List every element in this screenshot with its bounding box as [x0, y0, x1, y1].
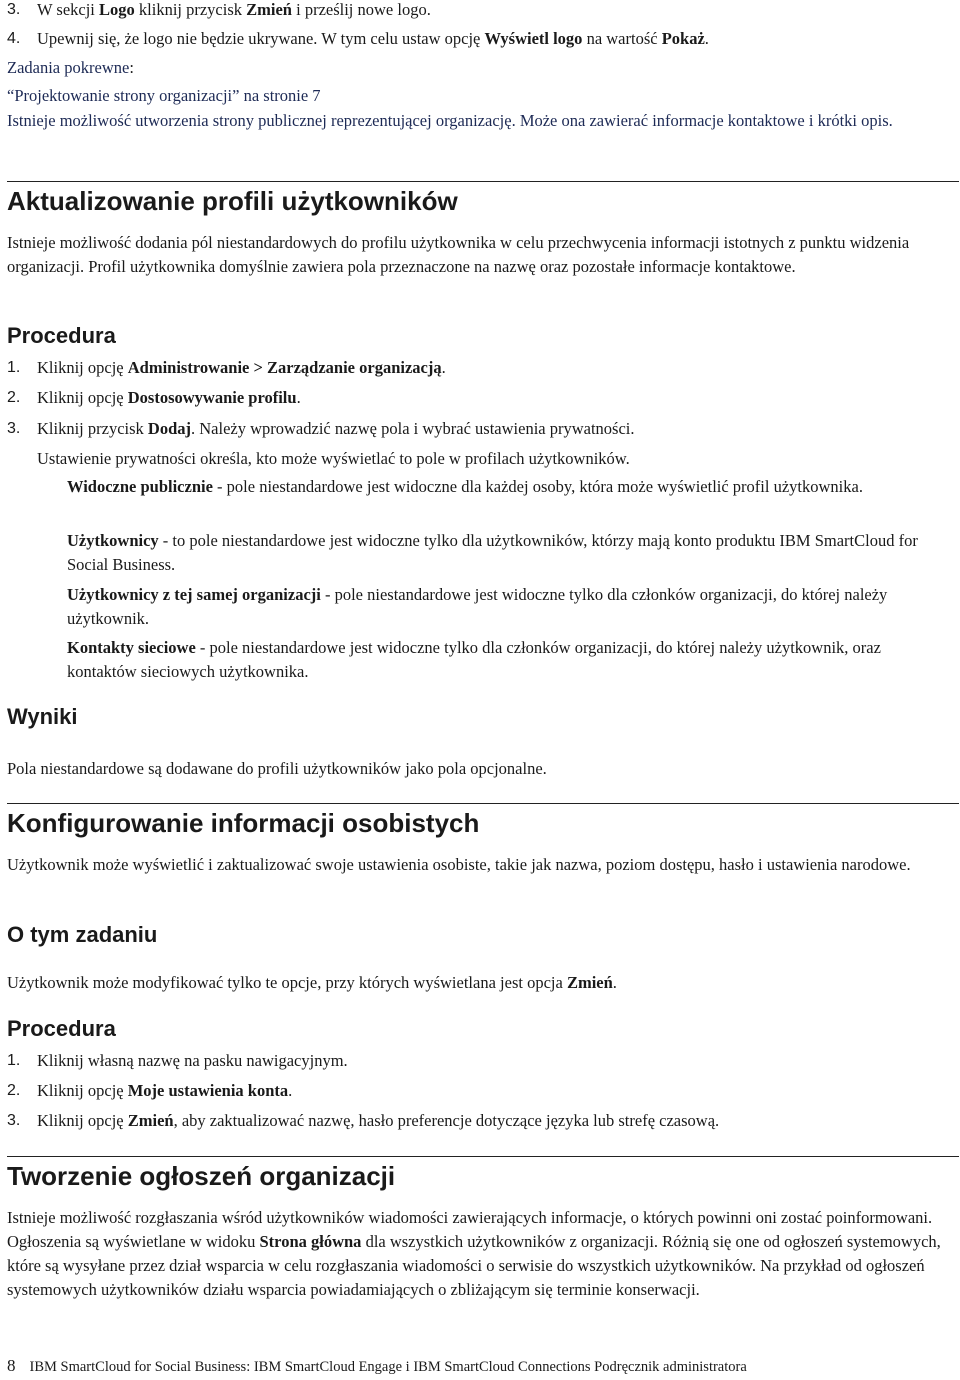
related-task-description: Istnieje możliwość utworzenia strony publicznej reprezentującej organizację. Może ona zawierać informacje kontaktowe i krótki opis.: [7, 111, 893, 130]
section-intro: Istnieje możliwość dodania pól niestandardowych do profilu użytkownika w celu przechwycenia informacji istotnych z punktu widzenia organizacji. Profil użytkownika domyślnie zawiera pola przeznaczone na nazwę oraz pozostałe informacje kontaktowe.: [7, 233, 910, 276]
about-heading: O tym zadaniu: [7, 922, 158, 947]
page-number: 8: [7, 1356, 16, 1375]
privacy-option: Użytkownicy - to pole niestandardowe jest widoczne tylko dla użytkowników, którzy mają konto produktu IBM SmartCloud for Social Business.: [67, 531, 918, 574]
procedure-step-1: 1. Kliknij opcję Administrowanie > Zarządzanie organizacją.: [7, 358, 446, 377]
section-intro: Użytkownik może wyświetlić i zaktualizować swoje ustawienia osobiste, takie jak nazwa, poziom dostępu, hasło i ustawienia narodowe.: [7, 855, 911, 874]
procedure-step-3: 3. Kliknij przycisk Dodaj. Należy wprowadzić nazwę pola i wybrać ustawienia prywatności.: [7, 419, 635, 438]
procedure-step-3: 3. Kliknij opcję Zmień, aby zaktualizować nazwę, hasło preferencje dotyczące języka lub strefę czasową.: [7, 1111, 720, 1130]
section-body: Istnieje możliwość rozgłaszania wśród użytkowników wiadomości zawierających informacje, o których powinni oni zostać poinformowani. Ogłoszenia są wyświetlane w widoku Strona główna dla wszystkich użytkowników z organizacji. Różnią się one od ogłoszeń systemowych, które są wysyłane przez dział wsparcia w celu rozgłaszania wiadomości o serwisie do wszystkich użytkowników. Na przykład od ogłoszeń systemowych użytkowników działu wsparcia powiadamiających o zbliżającym się terminie konserwacji.: [7, 1208, 941, 1299]
results-text: Pola niestandardowe są dodawane do profili użytkowników jako pola opcjonalne.: [7, 759, 547, 778]
privacy-option: Użytkownicy z tej samej organizacji - pole niestandardowe jest widoczne tylko dla członków organizacji, do której należy użytkownik.: [67, 585, 888, 628]
procedure-heading: Procedura: [7, 323, 116, 348]
about-text: Użytkownik może modyfikować tylko te opcje, przy których wyświetlana jest opcja Zmień.: [7, 973, 617, 992]
related-task-link[interactable]: “Projektowanie strony organizacji” na stronie 7: [7, 86, 321, 105]
section-title: Tworzenie ogłoszeń organizacji: [7, 1161, 396, 1191]
procedure-step-1: 1. Kliknij własną nazwę na pasku nawigacyjnym.: [7, 1051, 348, 1070]
top-step-3: 3. W sekcji Logo kliknij przycisk Zmień i prześlij nowe logo.: [7, 0, 431, 19]
privacy-intro: Ustawienie prywatności określa, kto może wyświetlać to pole w profilach użytkowników.: [37, 449, 630, 468]
section-title: Konfigurowanie informacji osobistych: [7, 808, 480, 838]
privacy-option: Kontakty sieciowe - pole niestandardowe jest widoczne tylko dla członków organizacji, do której należy użytkownik, oraz kontaktów sieciowych użytkownika.: [67, 638, 881, 681]
section-divider: [7, 181, 959, 182]
results-heading: Wyniki: [7, 704, 78, 729]
privacy-option: Widoczne publicznie - pole niestandardowe jest widoczne dla każdej osoby, która może wyświetlić profil użytkownika.: [67, 477, 863, 496]
section-divider: [7, 1156, 959, 1157]
top-step-4: 4. Upewnij się, że logo nie będzie ukrywane. W tym celu ustaw opcję Wyświetl logo na wartość Pokaż.: [7, 29, 709, 48]
section-title: Aktualizowanie profili użytkowników: [7, 186, 458, 216]
footer-text: IBM SmartCloud for Social Business: IBM SmartCloud Engage i IBM SmartCloud Connections Podręcznik administratora: [29, 1359, 747, 1375]
procedure-heading: Procedura: [7, 1016, 116, 1041]
procedure-step-2: 2. Kliknij opcję Moje ustawienia konta.: [7, 1081, 293, 1100]
page-footer: [7, 1356, 957, 1377]
procedure-step-2: 2. Kliknij opcję Dostosowywanie profilu.: [7, 388, 301, 407]
related-tasks-label: Zadania pokrewne:: [7, 58, 134, 77]
section-divider: [7, 803, 959, 804]
